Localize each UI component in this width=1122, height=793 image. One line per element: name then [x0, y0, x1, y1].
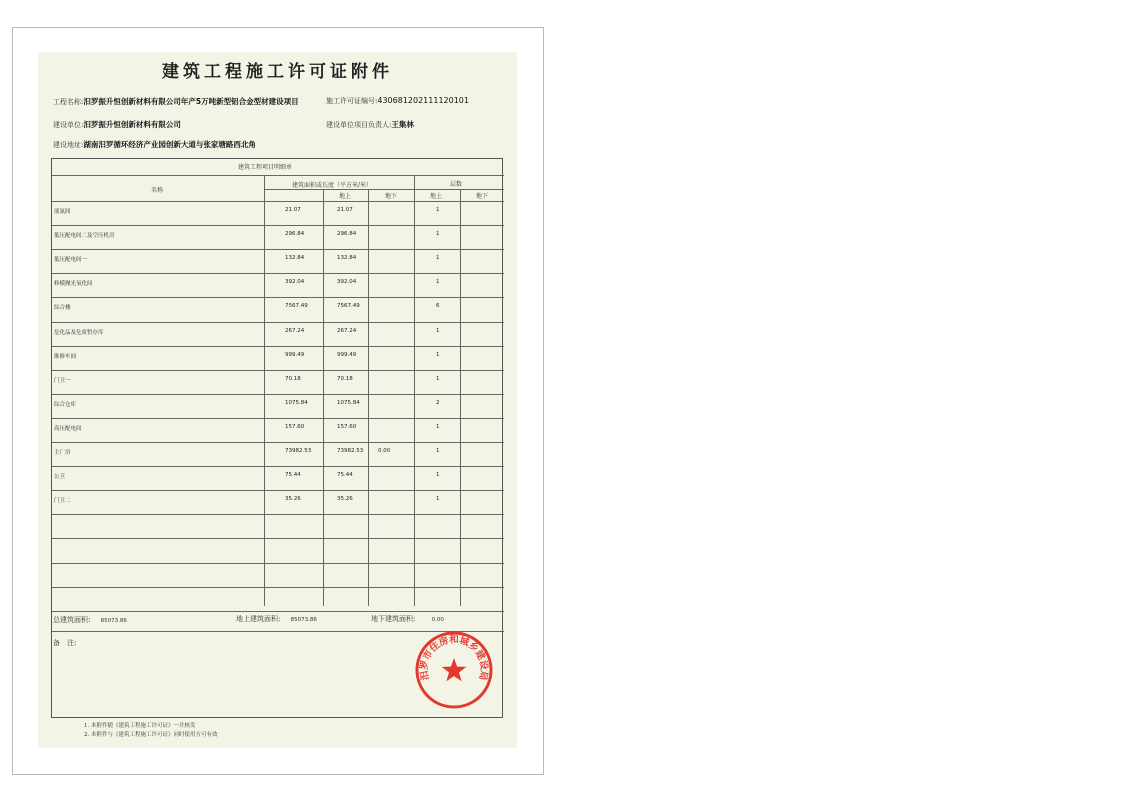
row-name: 门卫二	[54, 498, 71, 504]
row-name: 修模抛光氧化间	[54, 281, 93, 287]
row-name: 高压配电间	[54, 426, 82, 432]
row-floors-above: 1	[436, 496, 440, 502]
below-ground-area-label: 地下建筑面积:	[371, 615, 416, 623]
project-name-label: 工程名称:	[53, 98, 84, 106]
manager-label: 建设单位项目负责人:	[326, 121, 392, 129]
row-name: 门卫一	[54, 378, 71, 384]
row-floors-above: 1	[436, 376, 440, 382]
header-bottom-divider	[52, 201, 504, 202]
row-area-below: 0.00	[378, 448, 391, 454]
row-name: 公卫	[54, 474, 66, 480]
row-divider	[52, 490, 504, 491]
document-title: 建筑工程施工许可证附件	[162, 62, 393, 82]
row-area: 75.44	[285, 472, 301, 478]
col-divider-above	[323, 189, 324, 606]
row-divider	[52, 297, 504, 298]
row-area: 999.49	[285, 352, 305, 358]
header-area: 建筑面积或长度（平方米/米）	[292, 182, 373, 189]
row-divider	[52, 442, 504, 443]
row-area-above: 73982.53	[337, 448, 364, 454]
row-floors-above: 1	[436, 328, 440, 334]
builder-line	[53, 119, 181, 130]
address-label: 建设地址:	[53, 141, 84, 149]
row-name: 低压配电间一	[54, 257, 88, 263]
above-ground-area-label: 地上建筑面积:	[236, 615, 281, 623]
row-name: 综合仓库	[54, 402, 77, 408]
row-area: 132.84	[285, 255, 305, 261]
row-area: 7567.49	[285, 303, 308, 309]
below-ground-area-value: 0.00	[431, 617, 444, 623]
row-area-above: 132.84	[337, 255, 357, 261]
row-area-above: 35.26	[337, 496, 353, 502]
builder-value: 汨罗振升恒创新材料有限公司	[83, 120, 181, 129]
row-floors-above: 1	[436, 279, 440, 285]
row-name: 低压配电间二及空压机房	[54, 233, 115, 239]
header-subdivider	[264, 189, 504, 190]
total-area-line	[53, 615, 127, 625]
row-floors-above: 1	[436, 472, 440, 478]
header-name: 名称	[151, 187, 164, 194]
above-ground-area-value: 85073.86	[290, 617, 317, 623]
row-area-above: 267.24	[337, 328, 357, 334]
row-area-above: 296.84	[337, 231, 357, 237]
row-divider	[52, 587, 504, 588]
remarks-label: 备 注:	[53, 639, 77, 647]
col-divider-area	[264, 175, 265, 606]
project-name-value: 汨罗振升恒创新材料有限公司年产5万吨新型铝合金型材建设项目	[83, 97, 299, 106]
footnote-2: 2. 本附件与《建筑工程施工许可证》同时使用方可有效	[84, 732, 218, 738]
row-area-above: 157.60	[337, 424, 357, 430]
row-area: 392.04	[285, 279, 305, 285]
row-name: 主厂房	[54, 450, 71, 456]
row-name: 综合楼	[54, 305, 71, 311]
below-ground-area-line	[371, 614, 444, 624]
table-caption: 建筑工程项目明细单	[238, 164, 293, 171]
col-divider-below	[368, 189, 369, 606]
row-divider	[52, 563, 504, 564]
row-floors-above: 1	[436, 207, 440, 213]
row-area: 35.26	[285, 496, 301, 502]
row-area: 73982.53	[285, 448, 312, 454]
col-divider-floors-below	[460, 189, 461, 606]
row-name: 危化品及危废暂存库	[54, 330, 104, 336]
row-area: 1075.84	[285, 400, 308, 406]
permit-number-value: 430681202111120101	[377, 96, 469, 105]
row-area-above: 75.44	[337, 472, 353, 478]
col-divider-floors	[414, 175, 415, 606]
row-area: 296.84	[285, 231, 305, 237]
footnote-1: 1. 本附件随《建筑工程施工许可证》一并核发	[84, 723, 196, 729]
row-divider	[52, 514, 504, 515]
manager-value: 王集林	[391, 120, 414, 129]
above-ground-area-line	[236, 614, 317, 624]
header-floors-above: 地上	[430, 193, 443, 200]
row-divider	[52, 538, 504, 539]
seal-text: 汨罗市住房和城乡建设局	[418, 634, 490, 682]
manager-line	[326, 119, 414, 130]
total-area-label: 总建筑面积:	[53, 616, 91, 624]
row-area: 157.60	[285, 424, 305, 430]
row-area-above: 7567.49	[337, 303, 360, 309]
row-name: 维修车间	[54, 354, 77, 360]
row-area-above: 70.18	[337, 376, 353, 382]
row-divider	[52, 418, 504, 419]
header-floors: 层数	[450, 181, 463, 188]
total-area-value: 85073.86	[100, 618, 127, 624]
header-floors-below: 地下	[476, 193, 489, 200]
row-floors-above: 1	[436, 352, 440, 358]
builder-label: 建设单位:	[53, 121, 84, 129]
row-area-above: 21.07	[337, 207, 353, 213]
project-name-line	[53, 96, 299, 107]
seal-star-icon	[442, 658, 467, 681]
permit-number-label: 施工许可证编号:	[326, 97, 378, 105]
row-area: 21.07	[285, 207, 301, 213]
row-area: 267.24	[285, 328, 305, 334]
row-divider	[52, 370, 504, 371]
row-floors-above: 2	[436, 400, 440, 406]
address-line	[53, 139, 256, 150]
row-floors-above: 1	[436, 448, 440, 454]
permit-number-line	[326, 96, 469, 106]
row-divider	[52, 346, 504, 347]
row-name: 液氨间	[54, 209, 71, 215]
row-floors-above: 1	[436, 255, 440, 261]
row-divider	[52, 322, 504, 323]
row-area: 70.18	[285, 376, 301, 382]
footnotes	[84, 722, 218, 740]
official-seal-stamp	[414, 630, 494, 710]
address-value: 湖南汨罗循环经济产业园创新大道与张家塘路西北角	[83, 140, 256, 149]
header-area-above: 地上	[339, 193, 352, 200]
row-area-above: 392.04	[337, 279, 357, 285]
row-divider	[52, 611, 504, 612]
row-floors-above: 6	[436, 303, 440, 309]
row-area-above: 1075.84	[337, 400, 360, 406]
row-divider	[52, 225, 504, 226]
row-area-above: 999.49	[337, 352, 357, 358]
row-floors-above: 1	[436, 424, 440, 430]
header-area-below: 地下	[385, 193, 398, 200]
row-floors-above: 1	[436, 231, 440, 237]
row-divider	[52, 249, 504, 250]
row-divider	[52, 394, 504, 395]
row-divider	[52, 466, 504, 467]
row-divider	[52, 273, 504, 274]
table-caption-divider	[52, 175, 504, 176]
